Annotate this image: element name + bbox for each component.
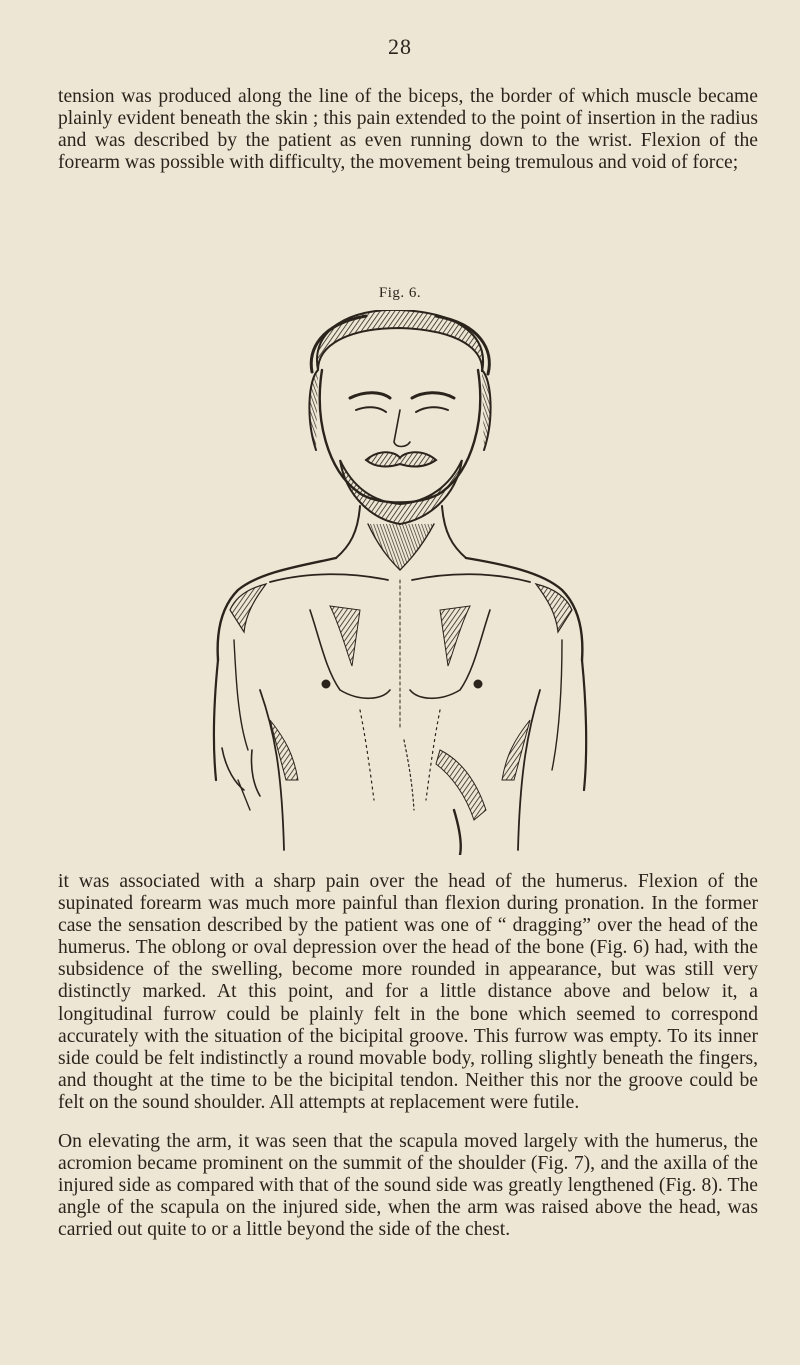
- page-number: 28: [388, 34, 412, 59]
- paragraph-top: tension was produced along the line of the biceps, the border of which muscle became plainly evident beneath the skin ; this pain extended to the point of insertion in the radius and was described by the patient as even running down to the wrist. Flexion of the forearm was possible with difficulty, the movement being tremulous and void of force;: [58, 86, 758, 174]
- face: [320, 370, 480, 503]
- torso-engraving: [190, 310, 610, 855]
- paragraph-bottom: On elevating the arm, it was seen that the scapula moved largely with the humerus, the acromion became prominent on the summit of the shoulder (Fig. 7), and the axilla of the injured side as compared with that of the sound side was greatly lengthened (Fig. 8). The angle of the scapula on the injured side, when the arm was raised above the head, was carried out quite to or a little beyond the side of the chest.: [58, 1131, 758, 1241]
- figure-caption: Fig. 6.: [378, 285, 422, 301]
- mustache: [366, 452, 436, 466]
- hair: [317, 310, 483, 372]
- figure-illustration: [190, 310, 610, 855]
- paragraph-middle: it was associated with a sharp pain over the head of the humerus. Flexion of the supinated forearm was much more painful than flexion during pronation. In the former case the sensation described by the patient was one of “ dragging” over the head of the humerus. The oblong or oval depression over the head of the bone (Fig. 6) had, with the subsidence of the swelling, become more rounded in appearance, but was still very distinctly marked. At this point, and for a little distance above and below it, a longitudinal furrow could be plainly felt in the bone which seemed to correspond accurately with the situation of the bicipital groove. This furrow was empty. To its inner side could be felt indistinctly a round movable body, rolling slightly beneath the fingers, and thought at the time to be the bicipital tendon. Neither this nor the groove could be felt on the sound shoulder. All attempts at replacement were futile.: [58, 871, 758, 1113]
